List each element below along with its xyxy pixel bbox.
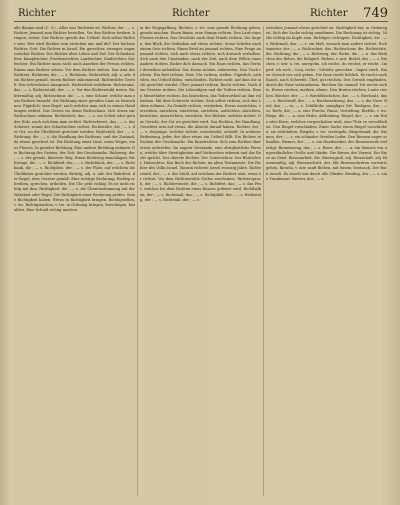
text-column-3 xyxy=(266,26,387,496)
column-divider xyxy=(263,26,264,496)
column-text: alle Bäume sind (C. 9.) ; Alles was Rechtens ist. Richter, der ; — s. Richter. Jemand zum Richter bestellen. Vor den Richter fordern, bringen, treten. Der Richter spricht das Urtheil. Sich selbst Richter sein. Wer wird Richter sein zwischen mir und dir? Der höchste Richter, Gott. Die Richter in Israel. Ein gerechter, strenger, unparteiischer Richter. Der Richter über Leben und Tod. Der Schiedsrichter, Kampfrichter, Friedensrichter, Landrichter, Stadtrichter, Dorfrichter. Ein Richter muss nicht nach Ansehen der Person richten. Einem zum Richter setzen. Vor dem Richter stehen. Das Amt des Richters. Richterin, die ; — s. Richterin. Richterlich, adj. u. adv. dem Richter gemäß, einem Richter zukommend. Richterliche Gewalt. Ein richterlicher Ausspruch. Richterlich verfahren. Richteramt, das ; — s. Richterstuhl, der ; — s. Vor den Richterstuhl treten. Richtermäßig, adj. Richtschnur, die ; — s. eine Schnur, welche man zum Richten braucht, die Richtung einer geraden Linie zu bezeichnen. Figürlich, eine Regel, nach welcher man sich in seinen Handlungen richtet. Das Gesetz sei deine Richtschnur. Sich etwas zur Richtschnur nehmen. Richtscheit, das ; — s. ein Scheit oder gerades Holz, nach welchem man richtet. Richtschwert, das ; — s. das Schwert, womit der Scharfrichter richtet. Richtstätte, die ; — s. der Ort, wo die Übelthäter gerichtet werden. Richtstuhl, der ; — s. Richtung, die ; — s. die Handlung des Richtens, und der Zustand, da etwas gerichtet ist. Die Richtung einer Linie, eines Weges, eines Flusses. In gerader Richtung. Eine andere Richtung nehmen. Die Richtung des Geistes, der Zeit, des Geschmacks. Richtweg, der ; — s. der gerade, kürzeste Weg. Einen Richtweg einschlagen. Richtwage, die ; — s. Richtbeil, das ; — s. Richtblock, der ; — s. Richtbank, die ; — s. Richtplatz, der ; — s. der Platz, auf welchem die Übelthäter gerichtet werden. Richtig, adj. u. adv. der Wahrheit, der Regel, dem Gesetze gemäß. Eine richtige Rechnung. Richtig schreiben, sprechen, urtheilen. Die Uhr geht richtig. Es ist nicht richtig mit ihm. Richtigkeit, die ; — s. die Übereinstimmung mit der Wahrheit oder Regel. Die Richtigkeit einer Rechnung prüfen. Seine Richtigkeit haben. Etwas in Richtigkeit bringen. Richtigstellen, v. trs. Richtigmachen, v. trs. in Ordnung bringen, berichtigen, bezahlen. Eine Schuld richtig machen. xyxy=(14,26,135,213)
running-head-left: Richter xyxy=(18,8,56,19)
running-head-right: Richter xyxy=(310,8,348,19)
column-text: in die Wegegaffung. Richten, v. trs. eine gerade Richtung geben, gerade machen. Einen Baum, eine Stange richten. Den Lauf eines Flusses richten. Das Geschütz nach dem Feinde richten. Die Augen, den Blick, die Gedanken auf etwas richten. Seine Schritte nach einem Orte richten. Einen Brief an jemand richten. Eine Frage an jemand richten. Sich nach etwas richten, sich darnach verhalten. Sich nach den Umständen, nach der Zeit, nach dem Willen eines Andern richten. Richte dich darnach. Ein Haus richten, das Gerüst desselben aufstellen. Das Essen richten, zubereiten. Den Tisch richten. Ein Bett richten. Eine Uhr richten, stellen. Figürlich, urtheilen, ein Urtheil fällen, entscheiden. Richtet nicht, auf dass ihr nicht gerichtet werdet. Über jemand richten. Recht richten. Nach dem Gesetze richten. Die Lebendigen und die Todten richten. Einen Missethäter richten, ihn hinrichten, das Todesurtheil an ihm vollziehen. Mit dem Schwerte richten. Sich selbst richten, sich das Leben nehmen. Zu Grunde richten, verderben. Etwas ausrichten, verrichten, anrichten, einrichten, zurichten, aufrichten, abrichten, berichten, unterrichten, errichten. Der Richter, welcher richtet. Das Gericht, der Ort wo gerichtet wird. Das Richten, die Handlung. Gerichtet sein auf etwas, die Absicht darauf haben. Richter, der ; — s. derjenige, welcher richtet, entscheidet, urtheilt. In weiterer Bedeutung, jeder, der über etwas ein Urtheil fällt. Ein Richter in Sachen des Geschmacks. Ein Kunstrichter. Sich zum Richter über etwas aufwerfen. Im engern Verstande, eine obrigkeitliche Person, welche über Streitigkeiten und Verbrechen erkennt und das Recht spricht. Der oberste Richter. Der Unterrichter. Der Blutrichter, Halsrichter. Das Buch der Richter, im alten Testamente. Die Richter des Volks Israel. Simson richtete Israel zwanzig Jahre. Richterstuhl, der ; — s. der Stuhl, auf welchem der Richter sitzt, wenn er richtet. Vor dem Richterstuhle Gottes erscheinen. Richterspruch, der ; — s. Richterwürde, die ; — s. Richtfest, das ; — s. das Fest, welches bei dem Richten eines Hauses gefeiert wird. Richtbalken, der ; — s. Richtmaß, das ; — s. Richtpfahl, der ; — s. Richtsteig, der ; — s. Richtstab, der ; — s. xyxy=(140,26,261,202)
text-column-1 xyxy=(14,26,135,496)
running-head-center: Richter xyxy=(172,8,210,19)
text-column-2 xyxy=(140,26,261,496)
column-text: zwischen Jemand etwas gerichtet ist. Richtigkeit hat, in Ordnung ist. Sich der Sache richtig annehmen. Die Rechnung ist richtig. Nicht richtig im Kopfe sein. Richtiger, richtigste. Richtigkeit, die ; — s. Richtmaß, das ; — s. ein Maß, wonach man andere richtet. Richtmeister, der ; — s. Richtscheit, das. Richtschnur, die. Richtstätte, die. Richtung, die ; — s. Richtweg, der. Ricke, die ; — n. das Weibchen des Rehes, die Rehgeiß. Ricken, v. intr. Rickel, der ; — s. Riechen, v. intr. u. trs. unregelm. ich rieche, du riechst, er riecht ; Imperf. ich roch ; Conj. röche ; Mittelw. gerochen ; Imper. riech. Einen Geruch von sich geben. Die Rose riecht lieblich. Es riecht nach Rauch, nach Schwefel. Übel, gut riechen. Den Geruch empfinden, durch die Nase wahrnehmen. Riechen Sie einmal! Ich rieche nichts. Etwas riechen, merken, ahnen. Den Braten riechen. Lunte riechen. Riecher, der ; — s. Riechfläschchen, das ; — s. Riechsalz, das ; — s. Riechstoff, der ; — s. Riechwerkzeug, das ; — s. die Nase. Ried, das ; — es, — e. Schilfrohr, sumpfiger Ort. Riedgras, das ; — es. Riefe, die ; — n. eine Furche, Rinne, Vertiefung. Riefeln, v. trs. Riege, die ; — n. eine Reihe, Abtheilung. Riegel, der ; — s. ein Holz oder Eisen, welches vorgeschoben wird, eine Thür zu verschließen. Den Riegel vorschieben. Einer Sache einen Riegel vorschieben, sie verhindern. Riegeln, v. trs. verriegeln. Riegelwand, die. Riemen, der ; — s. ein schmaler Streifen Leder. Den Riemen enger schnallen. Riemer, der ; — s. ein Handwerker, der Riemenwerk verfertigt. Riemenzeug, das ; — s. Riese, der ; — n. ein Mensch von ungewöhnlicher Größe und Stärke. Die Riesen der Vorzeit. Ein Riese an Geist. Riesenarbeit, die. Riesengroß, adj. Riesenhaft, adj. Riesenmäßig, adj. Riesenschritt, der. Mit Riesenschritten vorwärts gehen. Rieseln, v. intr. sanft fließen, mit leisem Geräusch. Der Bach rieselt. Es rieselt mir durch alle Glieder. Riesling, der ; — s. eine Traubenart. Riester, der ; — s. xyxy=(266,26,387,181)
page-number: 749 xyxy=(363,6,388,21)
page-header xyxy=(0,4,400,20)
header-rule xyxy=(14,21,388,22)
column-divider xyxy=(137,26,138,496)
